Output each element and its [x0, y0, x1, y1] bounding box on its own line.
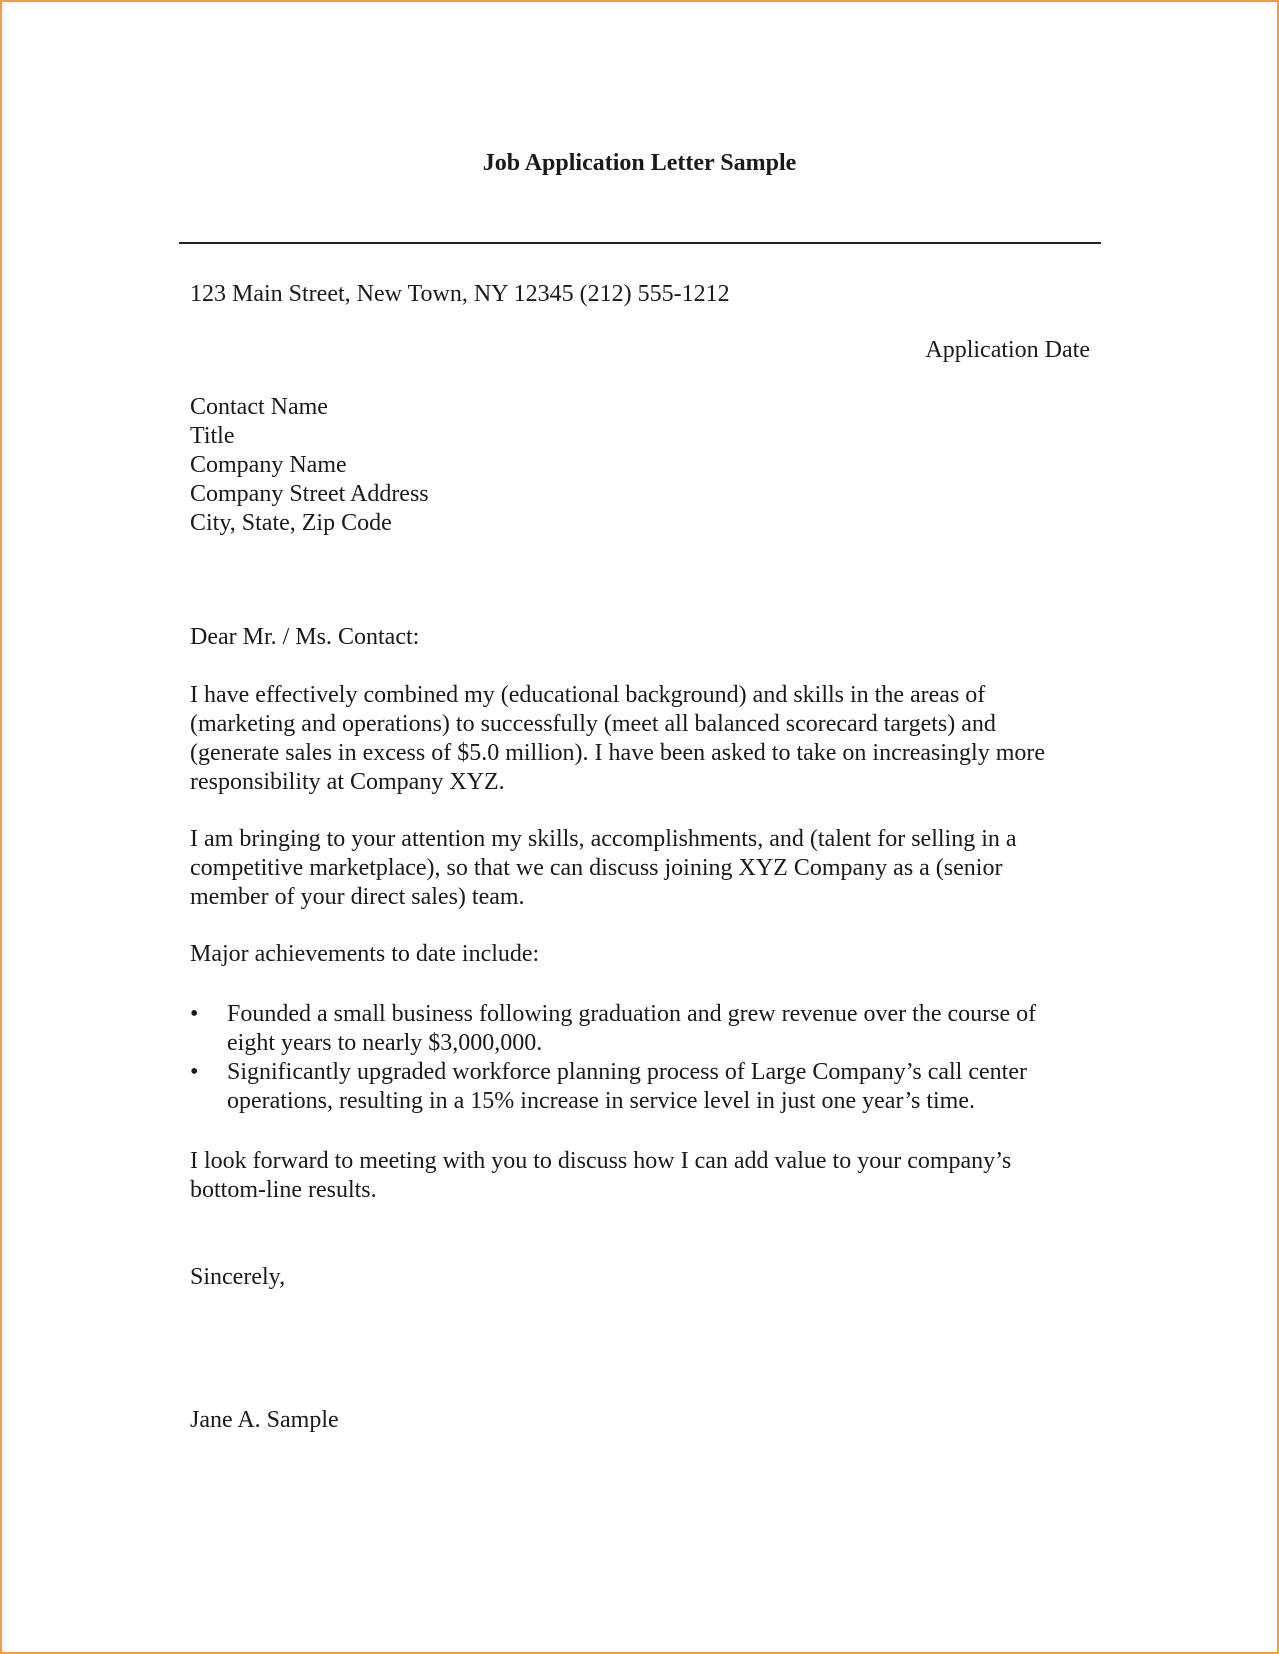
paragraph-line: (marketing and operations) to successfully (meet all balanced scorecard targets) and: [190, 711, 996, 737]
recipient-contact-name: Contact Name: [190, 394, 328, 420]
closing-paragraph: [190, 1147, 1090, 1205]
achievements-intro: Major achievements to date include:: [190, 941, 540, 967]
bullet-icon: •: [190, 1001, 199, 1027]
paragraph-line: (generate sales in excess of $5.0 million). I have been asked to take on increasingly more: [190, 740, 1046, 766]
paragraph-line: I am bringing to your attention my skills, accomplishments, and (talent for selling in a: [190, 826, 1017, 852]
paragraph-line: competitive marketplace), so that we can discuss joining XYZ Company as a (senior: [190, 855, 1003, 881]
paragraph-line: responsibility at Company XYZ.: [190, 769, 505, 795]
signature-name: Jane A. Sample: [190, 1407, 339, 1433]
recipient-title: Title: [190, 423, 235, 449]
achievement-line: operations, resulting in a 15% increase in service level in just one year’s time.: [227, 1088, 975, 1114]
header-divider: [179, 242, 1101, 244]
recipient-street-address: Company Street Address: [190, 481, 429, 507]
achievement-line: Significantly upgraded workforce planning process of Large Company’s call center: [227, 1059, 1027, 1085]
achievement-item: [190, 1058, 1090, 1116]
paragraph-line: member of your direct sales) team.: [190, 884, 525, 910]
salutation: Dear Mr. / Ms. Contact:: [190, 624, 420, 650]
sender-address-line: 123 Main Street, New Town, NY 12345 (212) 555-1212: [190, 281, 730, 307]
recipient-company-name: Company Name: [190, 452, 347, 478]
achievement-line: eight years to nearly $3,000,000.: [227, 1030, 543, 1056]
achievements-list: [190, 1000, 1090, 1116]
sign-off: Sincerely,: [190, 1264, 286, 1290]
document-title: Job Application Letter Sample: [482, 150, 797, 176]
paragraph-attention: [190, 825, 1090, 912]
paragraph-line: I have effectively combined my (educational background) and skills in the areas of: [190, 682, 986, 708]
achievement-line: Founded a small business following graduation and grew revenue over the course of: [227, 1001, 1037, 1027]
bullet-icon: •: [190, 1059, 199, 1085]
paragraph-line: bottom-line results.: [190, 1177, 377, 1203]
recipient-block: [190, 393, 1090, 538]
paragraph-experience: [190, 681, 1090, 797]
application-date: Application Date: [925, 337, 1090, 363]
paragraph-line: I look forward to meeting with you to discuss how I can add value to your company’s: [190, 1148, 1012, 1174]
recipient-city-state-zip: City, State, Zip Code: [190, 510, 392, 536]
achievement-item: [190, 1000, 1090, 1058]
